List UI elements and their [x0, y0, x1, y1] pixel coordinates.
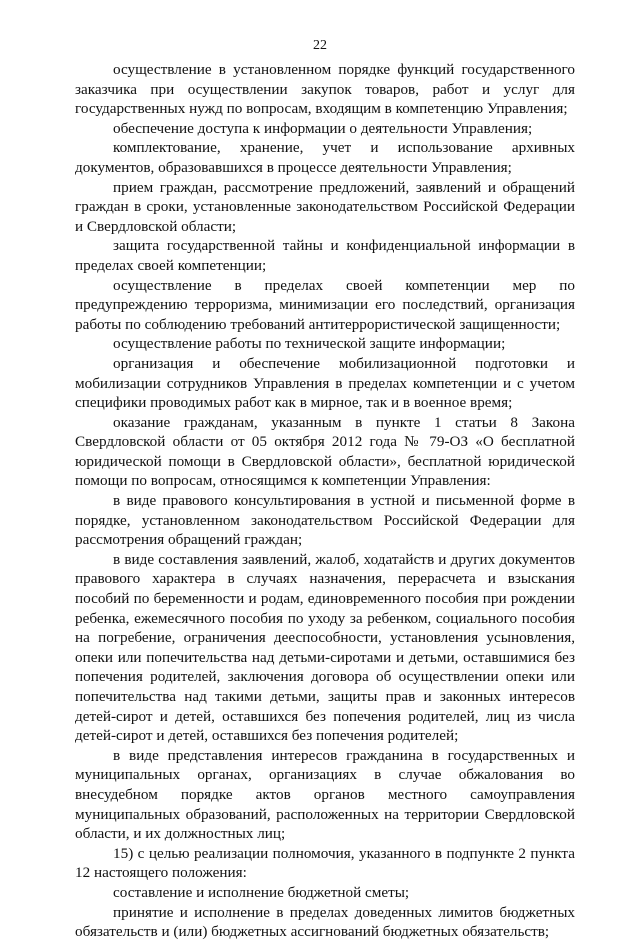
paragraph: в виде составления заявлений, жалоб, ходатайств и других документов правового характера в случаях назначения, перерасчета и взыскания пособий по беременности и родам, единовременного пособия при рождении ребенка, ежемесячного пособия по уходу за ребенком, социального пособия на погребение, ограничения дееспособности, установления усыновления, опеки или попечительства над детьми-сиротами и детьми, оставшимися без попечения родителей, заключения договора об осуществлении опеки или попечительства над такими детьми, защиты прав и законных интересов детей-сирот и детей, оставшихся без попечения родителей, лиц из числа детей-сирот и детей, оставшихся без попечения родителей; [75, 550, 575, 745]
paragraph: в виде представления интересов гражданина в государственных и муниципальных органах, организациях в случае обжалования во внесудебном порядке актов органов местного самоуправления муниципальных образований, расположенных на территории Свердловской области, и их должностных лиц; [75, 746, 575, 843]
paragraph: осуществление работы по технической защите информации; [113, 335, 506, 353]
paragraph: 15) с целью реализации полномочия, указанного в подпункте 2 пункта 12 настоящего положения: [75, 844, 575, 882]
paragraph: обеспечение доступа к информации о деятельности Управления; [113, 119, 533, 137]
document-body [75, 60, 575, 942]
paragraph: осуществление в пределах своей компетенции мер по предупреждению терроризма, минимизации его последствий, организация работы по соблюдению требований антитеррористической защищенности; [75, 276, 575, 333]
paragraph: прием граждан, рассмотрение предложений, заявлений и обращений граждан в сроки, установленные законодательством Российской Федерации и Свердловской области; [75, 178, 575, 235]
page-number: 22 [313, 38, 327, 53]
paragraph: комплектование, хранение, учет и использование архивных документов, образовавшихся в процессе деятельности Управления; [75, 139, 575, 176]
paragraph: в виде правового консультирования в устной и письменной форме в порядке, установленном законодательством Российской Федерации для рассмотрения обращений граждан; [75, 492, 575, 549]
paragraph: организация и обеспечение мобилизационной подготовки и мобилизации сотрудников Управления в пределах компетенции и с учетом специфики проводимых работ как в мирное, так и в военное время; [75, 354, 575, 412]
paragraph: принятие и исполнение в пределах доведенных лимитов бюджетных обязательств и (или) бюджетных ассигнований бюджетных обязательств; [75, 903, 575, 941]
paragraph: осуществление в установленном порядке функций государственного заказчика при осуществлении закупок товаров, работ и услуг для государственных нужд по вопросам, входящим в компетенцию Управления; [75, 61, 575, 118]
paragraph: защита государственной тайны и конфиденциальной информации в пределах своей компетенции; [75, 237, 575, 274]
paragraph: оказание гражданам, указанным в пункте 1 статьи 8 Закона Свердловской области от 05 октября 2012 года № 79-ОЗ «О бесплатной юридической помощи в Свердловской области», бесплатной юридической помощи по вопросам, относящимся к компетенции Управления: [75, 413, 575, 490]
paragraph: составление и исполнение бюджетной сметы; [113, 883, 410, 901]
